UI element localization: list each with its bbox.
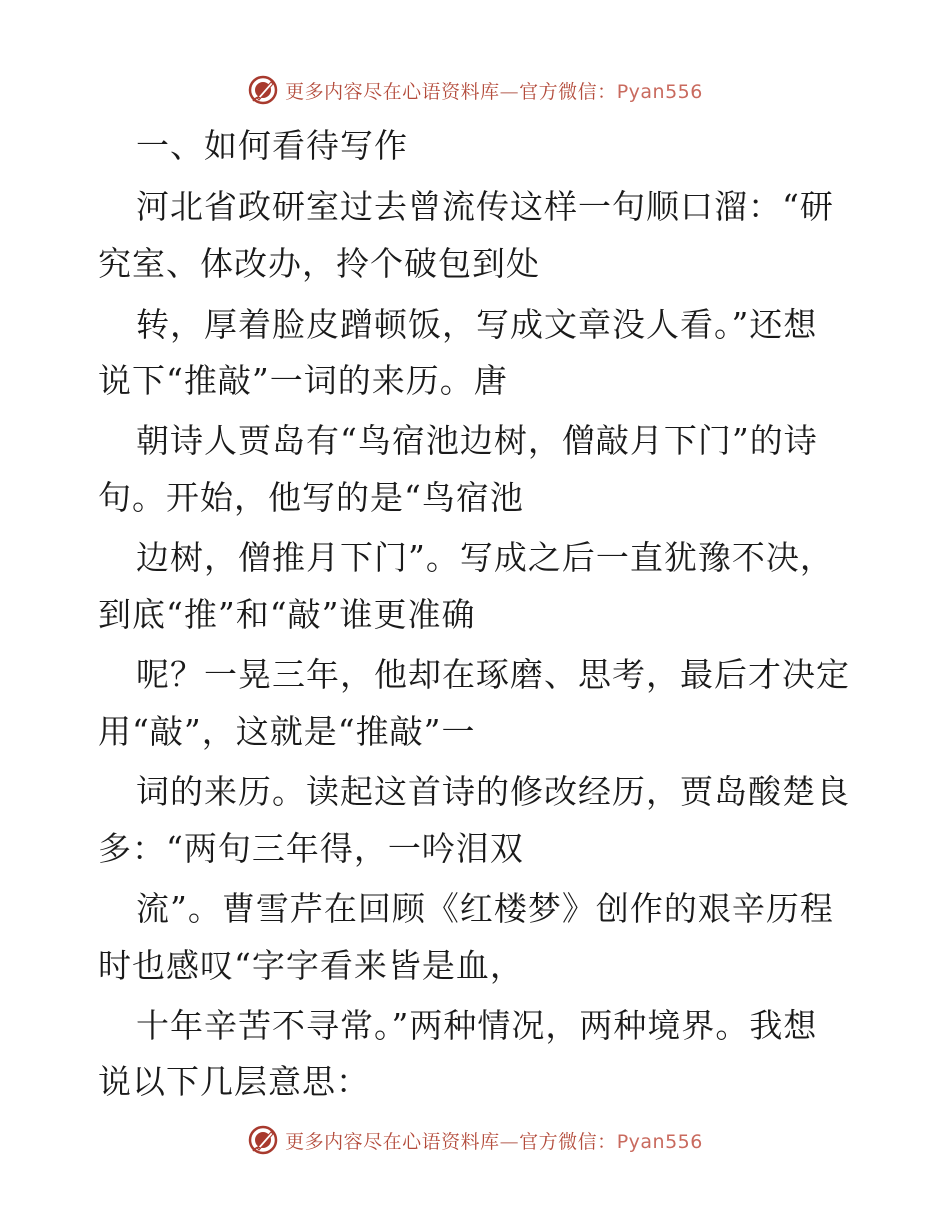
- paragraph-line: 朝诗人贾岛有“鸟宿池边树，僧敲月下门”的诗: [136, 421, 818, 460]
- banner-source: 更多内容尽在心语资料库: [285, 80, 500, 103]
- paragraph-line: 十年辛苦不寻常。”两种情况，两种境界。我想: [136, 1006, 818, 1045]
- banner-wechat-id: Pyan556: [616, 1130, 703, 1153]
- banner-wechat-label: 官方微信：: [519, 1130, 617, 1153]
- paragraph-line: 用“敲”，这就是“推敲”一: [98, 712, 476, 751]
- banner-separator: —: [499, 80, 520, 103]
- banner-text: [285, 77, 703, 104]
- paragraph-line: 词的来历。读起这首诗的修改经历，贾岛酸楚良: [136, 772, 850, 811]
- paragraph-line: 到底“推”和“敲”谁更准确: [98, 595, 476, 634]
- footer-banner: [0, 1120, 950, 1160]
- quill-seal-icon: [247, 1124, 279, 1156]
- paragraph-line: 多：“两句三年得，一吟泪双: [98, 829, 524, 868]
- paragraph-line: 边树，僧推月下门”。写成之后一直犹豫不决，: [136, 538, 834, 577]
- paragraph-line: 转，厚着脸皮蹭顿饭，写成文章没人看。”还想: [136, 305, 818, 344]
- paragraph-line: 流”。曹雪芹在回顾《红楼梦》创作的艰辛历程: [136, 889, 834, 928]
- banner-wechat-label: 官方微信：: [519, 80, 617, 103]
- banner-wechat-id: Pyan556: [616, 80, 703, 103]
- paragraph-line: 究室、体改办，拎个破包到处: [98, 244, 540, 283]
- paragraph-line: 说下“推敲”一词的来历。唐: [98, 361, 508, 400]
- paragraph-line: 河北省政研室过去曾流传这样一句顺口溜：“研: [136, 187, 834, 226]
- paragraph-line: 呢？一晃三年，他却在琢磨、思考，最后才决定: [136, 655, 850, 694]
- paragraph-line: 时也感叹“字字看来皆是血，: [98, 946, 524, 985]
- banner-text: [285, 1127, 703, 1154]
- header-banner: [0, 70, 950, 110]
- paragraph-line: 句。开始，他写的是“鸟宿池: [98, 478, 524, 517]
- banner-source: 更多内容尽在心语资料库: [285, 1130, 500, 1153]
- section-heading: 一、如何看待写作: [136, 126, 408, 165]
- quill-seal-icon: [247, 74, 279, 106]
- banner-separator: —: [499, 1130, 520, 1153]
- paragraph-line: 说以下几层意思：: [98, 1062, 370, 1101]
